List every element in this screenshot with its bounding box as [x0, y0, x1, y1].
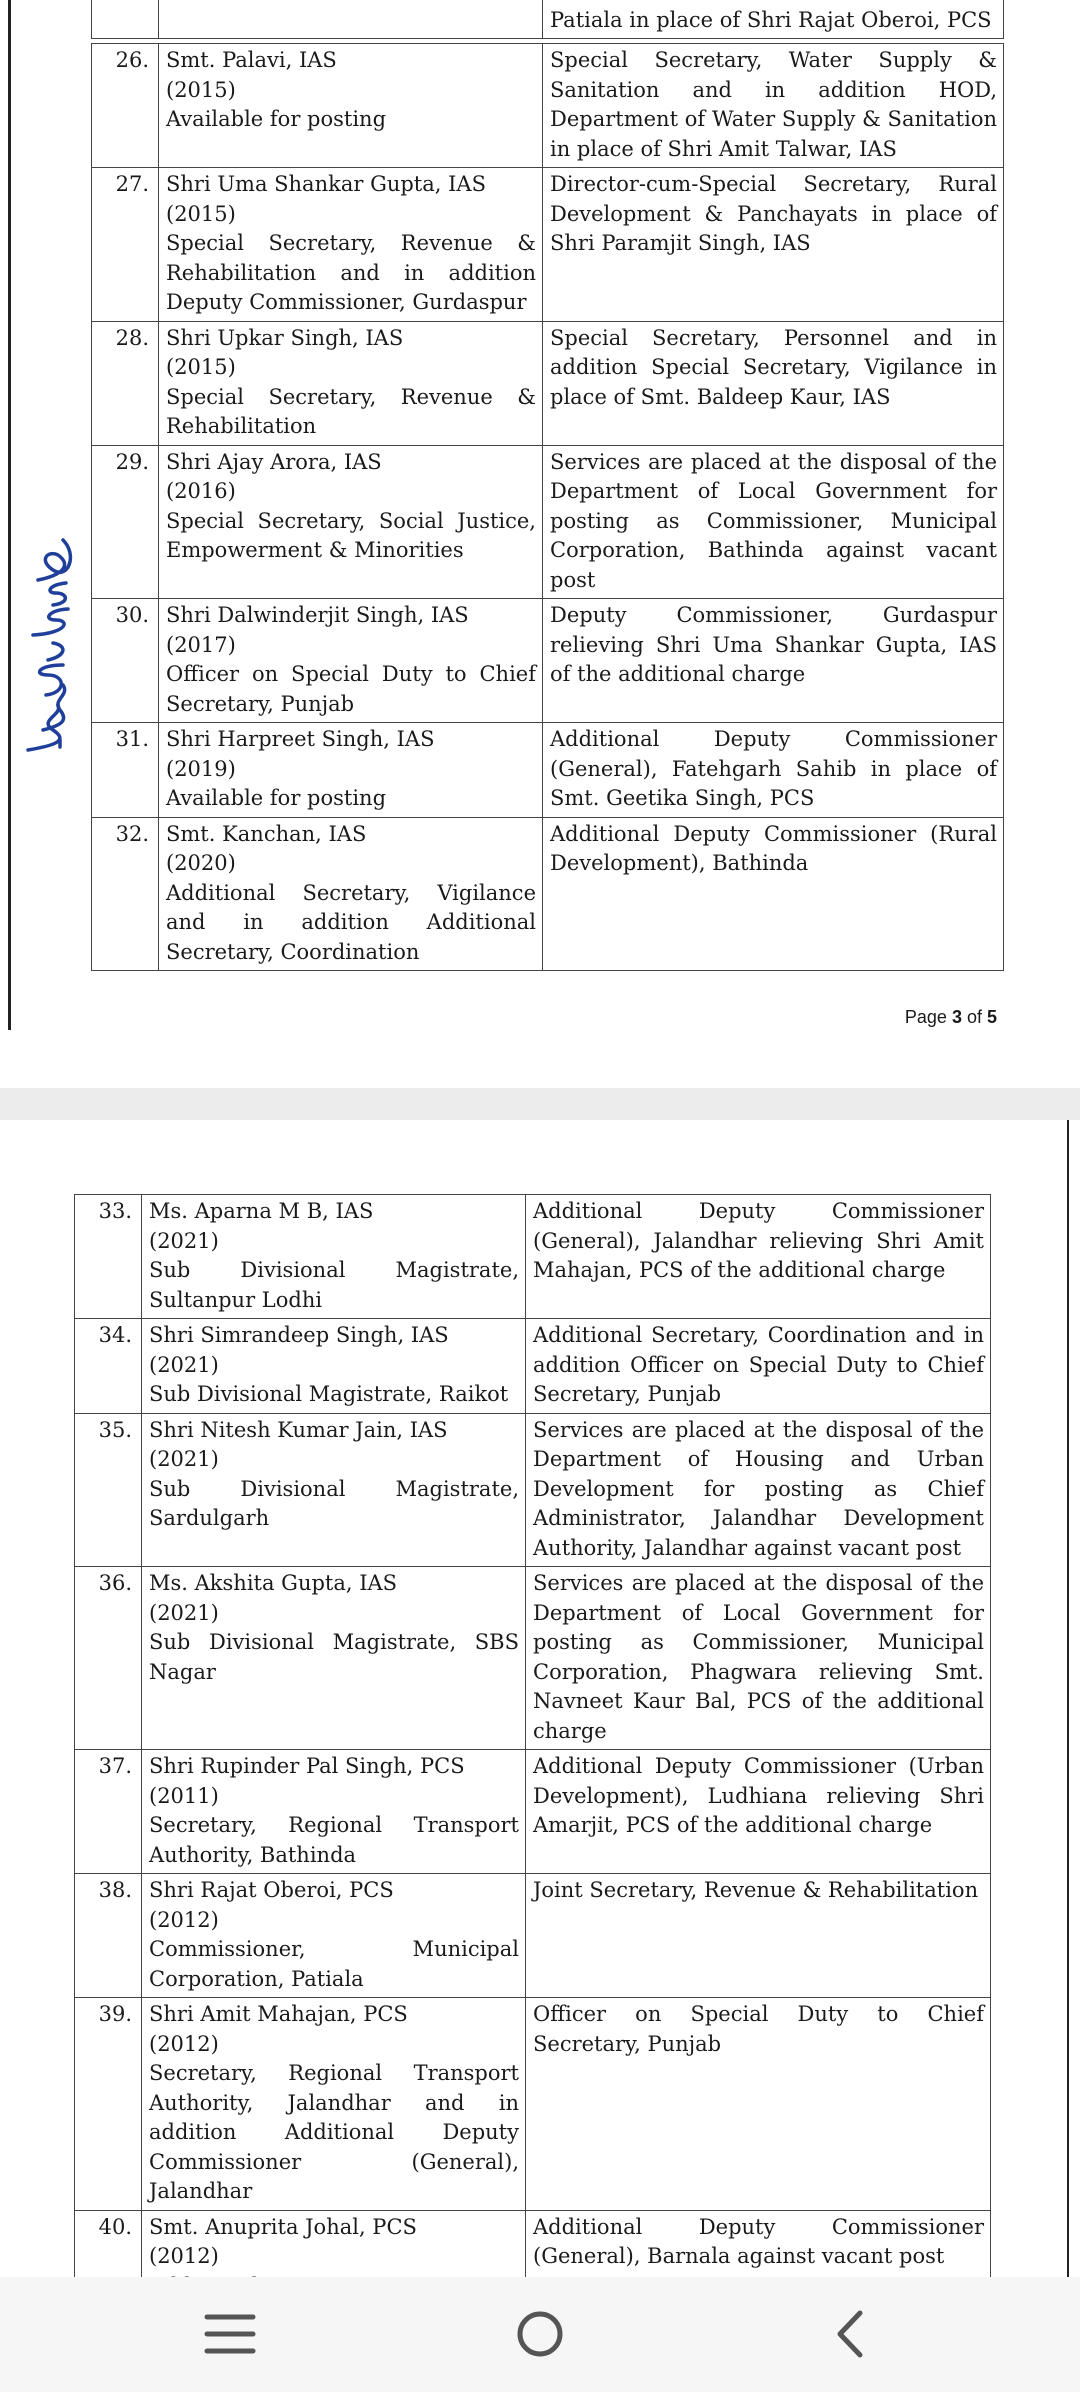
new-posting-cell: [526, 1195, 991, 1319]
officer-name: Shri Simrandeep Singh, IAS: [149, 1323, 449, 1347]
serial-number: 35.: [75, 1413, 142, 1567]
officer-name: Smt. Anuprita Johal, PCS: [149, 2214, 417, 2239]
table-row: [92, 445, 1004, 599]
table-row: [75, 1413, 991, 1567]
present-posting: Sub Divisional Magistrate, Raikot: [149, 1382, 509, 1406]
back-button[interactable]: [805, 2299, 895, 2369]
table-row: [75, 1319, 991, 1414]
officer-name: Ms. Akshita Gupta, IAS: [149, 1571, 398, 1595]
officer-cell: [159, 168, 543, 322]
serial-number: 40.: [75, 2210, 142, 2334]
page-total: 5: [986, 1007, 997, 1027]
new-posting-cell: [526, 1750, 991, 1874]
serial-number: 28.: [92, 321, 159, 445]
table-row: [75, 1750, 991, 1874]
home-button[interactable]: [495, 2299, 585, 2369]
new-posting: Additional Deputy Commissioner (General), Fatehgarh Sahib in place of Smt. Geetika Singh, PCS: [550, 727, 997, 810]
new-posting-cell: [526, 1567, 991, 1750]
new-posting-cell: [526, 1413, 991, 1567]
officer-cell: [159, 44, 543, 168]
officer-cell: [142, 1567, 526, 1750]
officer-batch: (2021): [149, 1600, 219, 1625]
present-posting: Sub Divisional Magistrate, SBS Nagar: [149, 1630, 519, 1684]
page-gap: [0, 1088, 1080, 1120]
present-posting: Available for posting: [166, 107, 387, 131]
present-posting: Secretary, Regional Transport Authority, Jalandhar and in addition Additional Deputy Commissioner (General), Jalandhar: [149, 2061, 519, 2203]
serial-number: 29.: [92, 445, 159, 599]
officer-cell: [159, 723, 543, 818]
back-icon: [830, 2309, 870, 2359]
serial-number: 33.: [75, 1195, 142, 1319]
officer-name: Shri Dalwinderjit Singh, IAS: [166, 603, 469, 627]
table-row: [75, 1567, 991, 1750]
officer-batch: (2015): [166, 77, 236, 102]
officer-name: Shri Nitesh Kumar Jain, IAS: [149, 1417, 448, 1442]
new-posting: Services are placed at the disposal of the Department of Local Government for posting as Commissioner, Municipal Corporation, Phagwara relieving Smt. Navneet Kaur Bal, PCS of the additional charge: [533, 1571, 984, 1743]
officer-cell: [142, 1874, 526, 1998]
officer-batch: (2019): [166, 756, 236, 781]
present-posting: Additional Secretary, Vigilance and in addition Additional Secretary, Coordination: [166, 880, 536, 964]
new-posting-cell: [526, 1319, 991, 1414]
document-page-4: [0, 1120, 1080, 2277]
new-posting: Joint Secretary, Revenue & Rehabilitation: [533, 1878, 979, 1902]
serial-number: 38.: [75, 1874, 142, 1998]
officer-batch: (2011): [149, 1783, 219, 1808]
new-posting-cell: [543, 723, 1004, 818]
serial-number: 30.: [92, 599, 159, 723]
officer-batch: (2021): [149, 1447, 219, 1471]
officer-batch: (2015): [166, 201, 236, 226]
new-posting: Deputy Commissioner, Gurdaspur relieving Shri Uma Shankar Gupta, IAS of the additional charge: [550, 603, 997, 686]
table-row: [75, 1998, 991, 2211]
officer-name: Ms. Aparna M B, IAS: [149, 1199, 374, 1223]
officer-cell: [159, 321, 543, 445]
present-posting: Special Secretary, Social Justice, Empowerment & Minorities: [166, 508, 536, 562]
serial-number: 26.: [92, 44, 159, 168]
new-posting: Services are placed at the disposal of the Department of Housing and Urban Development for posting as Chief Administrator, Jalandhar Development Authority, Jalandhar against vacant post: [533, 1417, 984, 1560]
table-row: [75, 1874, 991, 1998]
recent-apps-icon: [204, 2311, 256, 2357]
serial-number: 31.: [92, 723, 159, 818]
present-posting: Commissioner, Municipal Corporation, Patiala: [149, 1937, 519, 1991]
officer-cell: [142, 1750, 526, 1874]
posting-table-page-3: [91, 0, 1004, 39]
table-row: [92, 817, 1004, 971]
page-number: [905, 1007, 997, 1028]
new-posting-cell: [526, 1874, 991, 1998]
officer-name: Shri Harpreet Singh, IAS: [166, 727, 435, 751]
new-posting: Services are placed at the disposal of the Department of Local Government for posting as Commissioner, Municipal Corporation, Bathinda against vacant post: [550, 449, 997, 592]
table-row: [92, 723, 1004, 818]
page-edge-line: [1067, 1120, 1069, 2277]
table-row: [92, 599, 1004, 723]
serial-number: 27.: [92, 168, 159, 322]
officer-batch: (2012): [149, 2031, 219, 2056]
posting-table-page-3-body: [91, 43, 1004, 971]
table-row: [92, 0, 1004, 39]
officer-batch: (2021): [149, 1228, 219, 1253]
page-of: of: [961, 1007, 987, 1027]
table-row: [75, 1195, 991, 1319]
officer-batch: (2015): [166, 355, 236, 379]
officer-name: Shri Rajat Oberoi, PCS: [149, 1878, 394, 1902]
officer-cell: [159, 445, 543, 599]
serial-number: 37.: [75, 1750, 142, 1874]
new-posting: Special Secretary, Water Supply & Sanitation and in addition HOD, Department of Water Supply & Sanitation in place of Shri Amit Talwar, IAS: [550, 48, 997, 161]
new-posting: Additional Deputy Commissioner (Urban Development), Ludhiana relieving Shri Amarjit, PCS of the additional charge: [533, 1754, 984, 1837]
officer-name: Smt. Kanchan, IAS: [166, 821, 367, 846]
officer-cell: [159, 817, 543, 971]
present-posting: Sub Divisional Magistrate, Sultanpur Lodhi: [149, 1258, 519, 1312]
officer-batch: (2021): [149, 1352, 219, 1377]
new-posting: Additional Secretary, Coordination and in addition Officer on Special Duty to Chief Secretary, Punjab: [533, 1323, 984, 1406]
present-posting: Officer on Special Duty to Chief Secretary, Punjab: [166, 662, 536, 716]
present-posting: Sub Divisional Magistrate, Sardulgarh: [149, 1476, 519, 1530]
officer-batch: (2012): [149, 2244, 219, 2268]
present-posting: Special Secretary, Revenue & Rehabilitation and in addition Deputy Commissioner, Gurdaspur: [166, 231, 536, 314]
officer-cell: [142, 1413, 526, 1567]
margin-line: [8, 0, 11, 1030]
new-posting-cell: [543, 817, 1004, 971]
officer-cell: [142, 1195, 526, 1319]
new-posting-cell: [543, 44, 1004, 168]
new-posting: Additional Deputy Commissioner (General), Jalandhar relieving Shri Amit Mahajan, PCS of the additional charge: [533, 1199, 984, 1282]
present-posting: Secretary, Regional Transport Authority, Bathinda: [149, 1813, 519, 1867]
serial-number: 32.: [92, 817, 159, 971]
serial-number: 34.: [75, 1319, 142, 1414]
new-posting-cell: [543, 321, 1004, 445]
new-posting-cell: [526, 1998, 991, 2211]
new-posting: Special Secretary, Personnel and in addition Special Secretary, Vigilance in place of Smt. Baldeep Kaur, IAS: [550, 325, 997, 409]
officer-cell: [159, 599, 543, 723]
new-posting-cell: [543, 599, 1004, 723]
officer-batch: (2017): [166, 632, 236, 657]
officer-name: Shri Uma Shankar Gupta, IAS: [166, 172, 486, 196]
table-row: [92, 321, 1004, 445]
posting-table-page-4: [74, 1194, 991, 2335]
new-posting: Patiala in place of Shri Rajat Oberoi, PCS: [550, 7, 992, 32]
new-posting-cell: [543, 168, 1004, 322]
officer-cell: [142, 1998, 526, 2211]
officer-cell: [142, 1319, 526, 1414]
officer-name: Shri Amit Mahajan, PCS: [149, 2002, 408, 2026]
serial-number: 36.: [75, 1567, 142, 1750]
new-posting: Director-cum-Special Secretary, Rural Development & Panchayats in place of Shri Paramjit Singh, IAS: [550, 172, 997, 255]
officer-batch: (2012): [149, 1907, 219, 1932]
officer-name: Shri Upkar Singh, IAS: [166, 325, 404, 350]
present-posting: Available for posting: [166, 786, 387, 810]
officer-batch: (2020): [166, 851, 236, 875]
present-posting: Special Secretary, Revenue & Rehabilitation: [166, 384, 536, 438]
serial-number: 39.: [75, 1998, 142, 2211]
table-row: [92, 168, 1004, 322]
officer-name: Shri Ajay Arora, IAS: [166, 449, 382, 474]
recent-apps-button[interactable]: [185, 2299, 275, 2369]
new-posting-cell: [543, 445, 1004, 599]
signature: [8, 525, 88, 765]
new-posting: Officer on Special Duty to Chief Secretary, Punjab: [533, 2002, 984, 2056]
new-posting: Additional Deputy Commissioner (Rural Development), Bathinda: [550, 821, 997, 875]
officer-name: Shri Rupinder Pal Singh, PCS: [149, 1754, 465, 1778]
officer-batch: (2016): [166, 479, 236, 503]
table-row: [92, 44, 1004, 168]
officer-name: Smt. Palavi, IAS: [166, 48, 337, 72]
page-label: Page: [904, 1007, 952, 1027]
new-posting: Additional Deputy Commissioner (General), Barnala against vacant post: [533, 2214, 984, 2268]
home-icon: [515, 2309, 565, 2359]
system-navigation-bar: [0, 2277, 1080, 2392]
document-page-3: [0, 0, 1080, 1088]
page-current: 3: [951, 1007, 962, 1027]
